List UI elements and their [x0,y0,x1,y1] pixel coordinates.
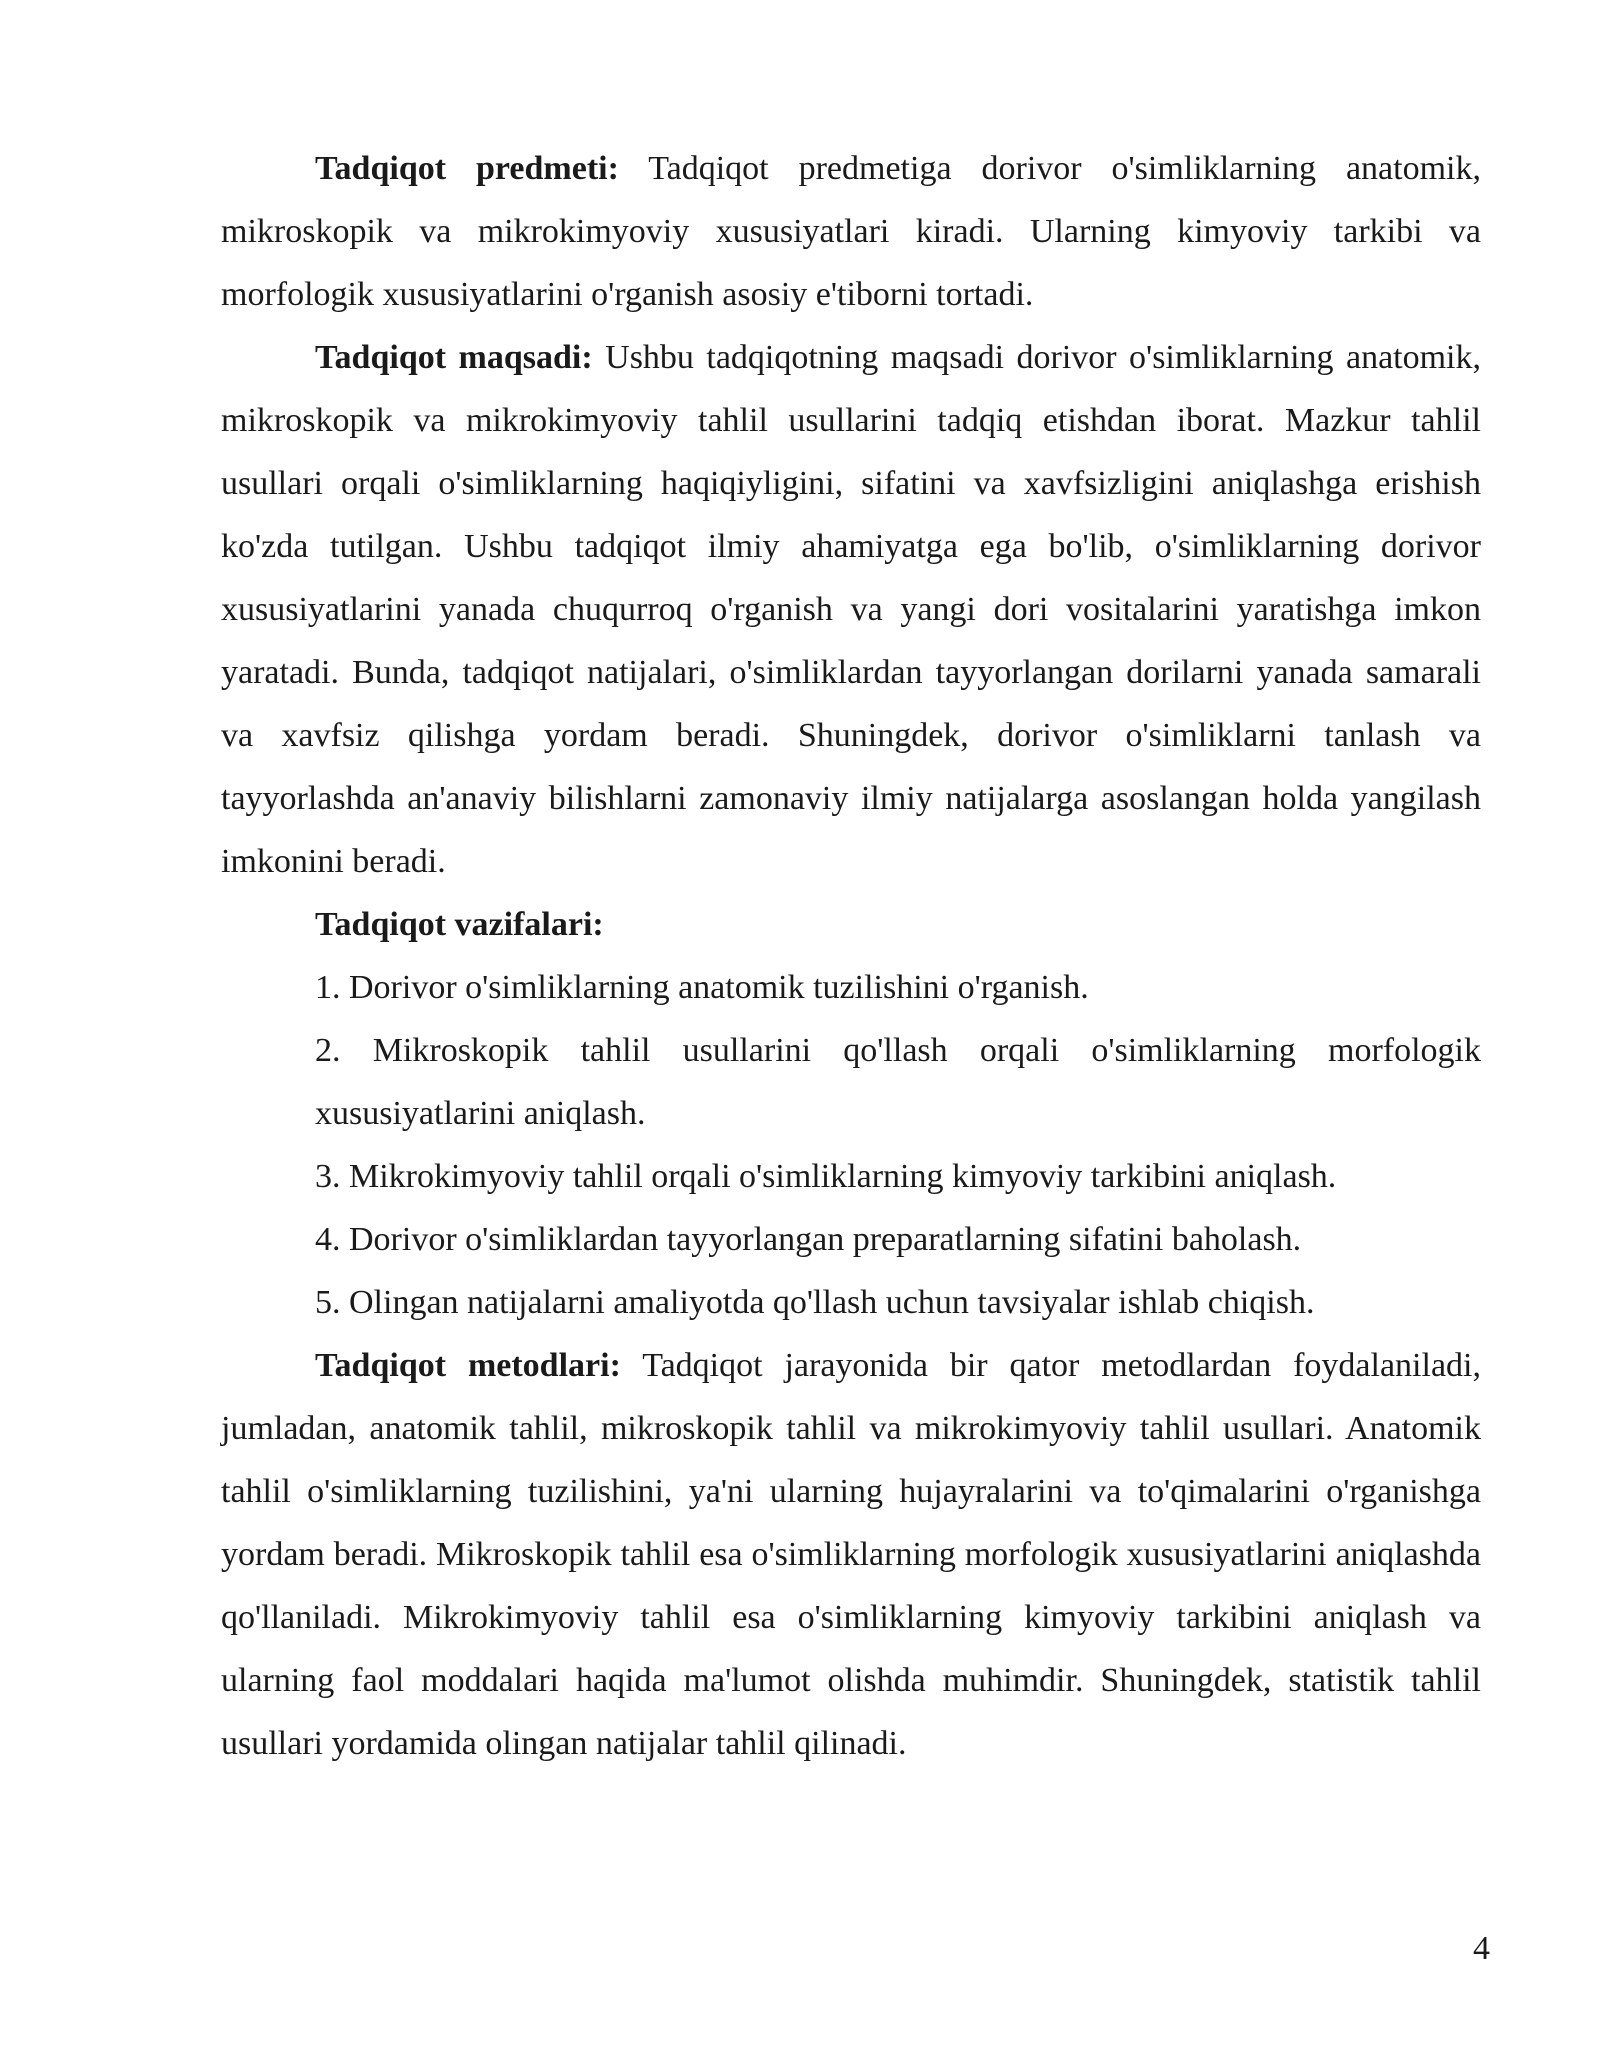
methods-paragraph [221,1334,1481,1775]
methods-heading: Tadqiqot metodlari: [315,1347,621,1384]
goal-text: Ushbu tadqiqotning maqsadi dorivor o'simliklarning anatomik, mikroskopik va mikrokimyoviy tahlil usullarini tadqiq etishdan iborat. Mazkur tahlil usullari orqali o'simliklarning haqiqiyligini, sifatini va xavfsizligini aniqlashga erishish ko'zda tutilgan. Ushbu tadqiqot ilmiy ahamiyatga ega bo'lib, o'simliklarning dorivor xususiyatlarini yanada chuqurroq o'rganish va yangi dori vositalarini yaratishga imkon yaratadi. Bunda, tadqiqot natijalari, o'simliklardan tayyorlangan dorilarni yanada samarali va xavfsiz qilishga yordam beradi. Shuningdek, dorivor o'simliklarni tanlash va tayyorlashda an'anaviy bilishlarni zamonaviy ilmiy natijalarga asoslangan holda yangilash imkonini beradi. [221,339,1481,880]
page-number: 4 [1473,1930,1490,1967]
subject-heading: Tadqiqot predmeti: [315,150,619,187]
task-item: 2. Mikroskopik tahlil usullarini qo'llash orqali o'simliklarning morfologik xususiyatlarini aniqlash. [315,1032,1481,1132]
tasks-heading: Tadqiqot vazifalari: [315,906,604,943]
task-item: 4. Dorivor o'simliklardan tayyorlangan preparatlarning sifatini baholash. [315,1221,1302,1258]
task-item: 1. Dorivor o'simliklarning anatomik tuzilishini o'rganish. [315,969,1089,1006]
subject-paragraph [221,137,1481,326]
subject-text: Tadqiqot predmetiga dorivor o'simliklarning anatomik, mikroskopik va mikrokimyoviy xususiyatlari kiradi. Ularning kimyoviy tarkibi va morfologik xususiyatlarini o'rganish asosiy e'tiborni tortadi. [221,150,1481,313]
page-content [221,137,1481,1775]
goal-paragraph [221,326,1481,893]
goal-heading: Tadqiqot maqsadi: [315,339,593,376]
methods-text: Tadqiqot jarayonida bir qator metodlardan foydalaniladi, jumladan, anatomik tahlil, mikroskopik tahlil va mikrokimyoviy tahlil usullari. Anatomik tahlil o'simliklarning tuzilishini, ya'ni ularning hujayralarini va to'qimalarini o'rganishga yordam beradi. Mikroskopik tahlil esa o'simliklarning morfologik xususiyatlarini aniqlashda qo'llaniladi. Mikrokimyoviy tahlil esa o'simliklarning kimyoviy tarkibini aniqlash va ularning faol moddalari haqida ma'lumot olishda muhimdir. Shuningdek, statistik tahlil usullari yordamida olingan natijalar tahlil qilinadi. [221,1347,1481,1762]
task-item: 3. Mikrokimyoviy tahlil orqali o'simliklarning kimyoviy tarkibini aniqlash. [315,1158,1337,1195]
task-item: 5. Olingan natijalarni amaliyotda qo'llash uchun tavsiyalar ishlab chiqish. [315,1284,1315,1321]
